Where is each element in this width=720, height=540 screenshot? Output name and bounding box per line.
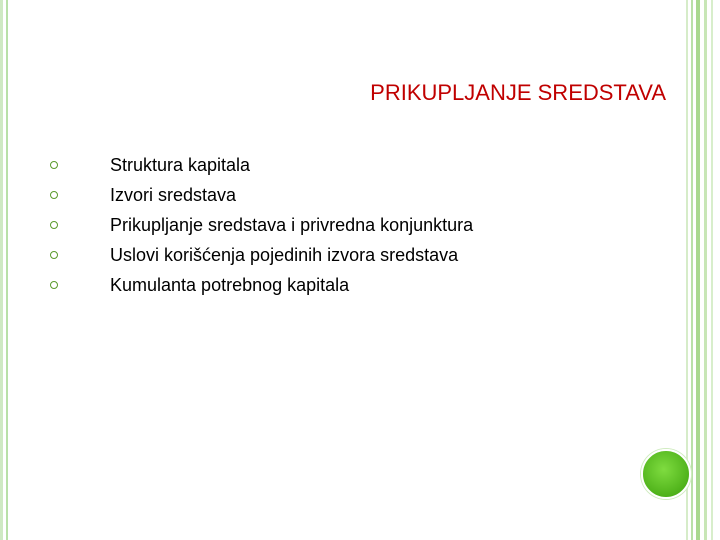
bullet-icon bbox=[50, 281, 58, 289]
bullet-text: Uslovi korišćenja pojedinih izvora sredstava bbox=[110, 245, 459, 265]
left-border-line-inner bbox=[6, 0, 8, 540]
bullet-icon bbox=[50, 191, 58, 199]
bullet-icon bbox=[50, 161, 58, 169]
right-stripe bbox=[704, 0, 707, 540]
bullet-text: Prikupljanje sredstava i privredna konjunktura bbox=[110, 215, 474, 235]
bullet-icon bbox=[50, 221, 58, 229]
right-stripe bbox=[711, 0, 713, 540]
left-border-line bbox=[0, 0, 3, 540]
right-stripe bbox=[691, 0, 693, 540]
bullet-text: Izvori sredstava bbox=[110, 185, 237, 205]
bullet-text: Struktura kapitala bbox=[110, 155, 251, 175]
bullet-icon bbox=[50, 251, 58, 259]
slide-title: PRIKUPLJANJE SREDSTAVA bbox=[370, 80, 666, 105]
green-circle-icon bbox=[641, 449, 691, 499]
right-border-stripes bbox=[686, 0, 720, 540]
right-stripe bbox=[696, 0, 700, 540]
bullet-text: Kumulanta potrebnog kapitala bbox=[110, 275, 350, 295]
